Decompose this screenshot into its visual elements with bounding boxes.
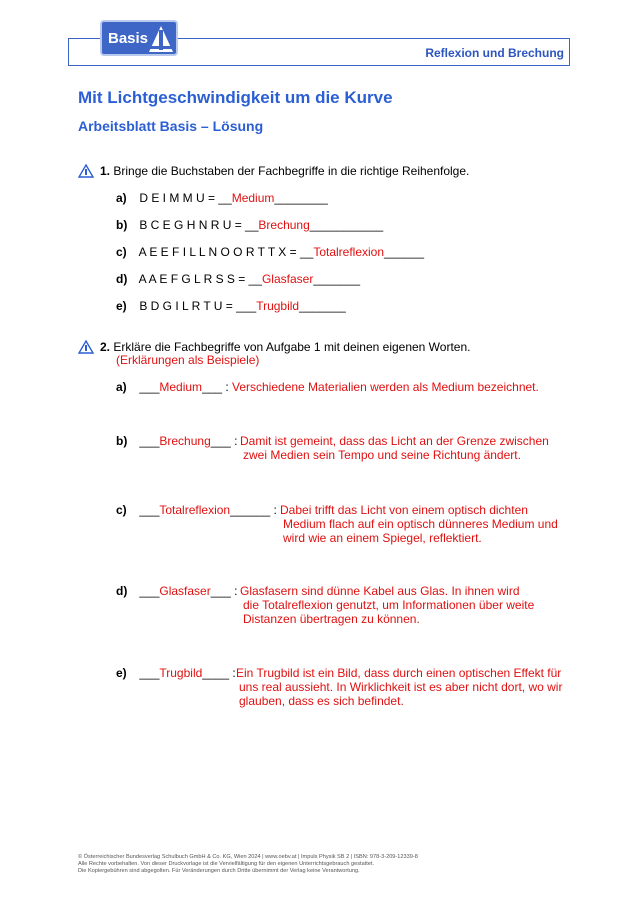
item-label: e) bbox=[116, 666, 127, 680]
task2-item bbox=[116, 666, 236, 680]
task2-note: (Erklärungen als Beispiele) bbox=[116, 353, 260, 367]
pre: ___ bbox=[139, 434, 160, 448]
pre: ___ bbox=[139, 584, 160, 598]
answer: Glasfaser bbox=[261, 272, 314, 286]
task1-instruction-line bbox=[100, 164, 469, 178]
basis-logo bbox=[100, 20, 178, 56]
difficulty-triangle-icon bbox=[78, 164, 94, 178]
task1-item bbox=[116, 191, 328, 205]
footer bbox=[78, 854, 418, 875]
trail: ___________ bbox=[309, 218, 384, 232]
definition bbox=[232, 380, 539, 394]
footer-line: Alle Rechte vorbehalten. Von dieser Druckvorlage ist die Vervielfältigung für den eigenen Unterrichtsgebrauch gestattet. bbox=[78, 861, 375, 867]
pre: ___ bbox=[139, 380, 160, 394]
task2-item bbox=[116, 434, 237, 448]
definition bbox=[240, 434, 549, 462]
definition-line: glauben, dass es sich befindet. bbox=[239, 694, 404, 708]
trail: ______ bbox=[384, 245, 425, 259]
term: Brechung bbox=[159, 434, 211, 448]
item-label: b) bbox=[116, 434, 128, 448]
definition-line: Damit ist gemeint, dass das Licht an der Grenze zwischen bbox=[240, 434, 549, 448]
letters: A E E F I L L N O O R T T X = __ bbox=[138, 245, 314, 259]
item-label: c) bbox=[116, 503, 127, 517]
logo-text: Basis bbox=[108, 30, 149, 47]
answer: Totalreflexion bbox=[313, 245, 385, 259]
task1-instruction: Bringe die Buchstaben der Fachbegriffe in die richtige Reihenfolge. bbox=[113, 164, 470, 178]
definition-line: zwei Medien sein Tempo und seine Richtung ändert. bbox=[243, 448, 521, 462]
post: ____ : bbox=[202, 666, 236, 680]
post: ___ : bbox=[210, 434, 238, 448]
definition-line: wird wie an einem Spiegel, reflektiert. bbox=[283, 531, 482, 545]
header-title: Reflexion und Brechung bbox=[425, 46, 564, 60]
task1-number: 1. bbox=[100, 164, 111, 178]
answer: Brechung bbox=[258, 218, 310, 232]
pre: ___ bbox=[139, 666, 160, 680]
letters: B C E G H N R U = __ bbox=[139, 218, 259, 232]
item-label: b) bbox=[116, 218, 128, 232]
definition bbox=[240, 584, 534, 626]
definition-line: Glasfasern sind dünne Kabel aus Glas. In ihnen wird bbox=[240, 584, 520, 598]
page-title: Mit Lichtgeschwindigkeit um die Kurve bbox=[78, 88, 393, 107]
definition-line: Ein Trugbild ist ein Bild, dass durch einen optischen Effekt für bbox=[236, 666, 562, 680]
trail: _______ bbox=[313, 272, 361, 286]
term: Trugbild bbox=[159, 666, 203, 680]
definition bbox=[236, 666, 562, 708]
item-label: d) bbox=[116, 272, 128, 286]
task2-instruction-line bbox=[100, 340, 470, 354]
task1-item bbox=[116, 245, 424, 259]
answer: Medium bbox=[231, 191, 275, 205]
basis-triangle-icon bbox=[148, 24, 174, 54]
answer: Trugbild bbox=[256, 299, 300, 313]
post: ______ : bbox=[230, 503, 277, 517]
difficulty-triangle-icon bbox=[78, 340, 94, 354]
task2-item bbox=[116, 503, 277, 517]
task2-instruction: Erkläre die Fachbegriffe von Aufgabe 1 mit deinen eigenen Worten. bbox=[113, 340, 471, 354]
post: ___ : bbox=[210, 584, 238, 598]
definition-line: uns real aussieht. In Wirklichkeit ist es aber nicht dort, wo wir bbox=[239, 680, 563, 694]
definition-line: Medium flach auf ein optisch dünneres Medium und bbox=[283, 517, 558, 531]
letters: A A E F G L R S S = __ bbox=[138, 272, 262, 286]
term: Glasfaser bbox=[159, 584, 211, 598]
item-label: a) bbox=[116, 380, 127, 394]
item-label: e) bbox=[116, 299, 127, 313]
definition bbox=[280, 503, 558, 545]
definition-line: Verschiedene Materialien werden als Medium bezeichnet. bbox=[232, 380, 539, 394]
task2-item bbox=[116, 584, 237, 598]
letters: D E I M M U = __ bbox=[139, 191, 232, 205]
letters: B D G I L R T U = ___ bbox=[139, 299, 257, 313]
definition-line: die Totalreflexion genutzt, um Informationen über weite bbox=[243, 598, 535, 612]
footer-line: Die Kopiergebühren sind abgegolten. Für Veränderungen durch Dritte übernimmt der Verlag keine Verantwortung. bbox=[78, 868, 360, 874]
footer-line: © Österreichischer Bundesverlag Schulbuch GmbH & Co. KG, Wien 2024 | www.oebv.at | Impuls Physik SB 2 | ISBN: 978-3-209-12339-8 bbox=[78, 854, 418, 860]
page-subtitle: Arbeitsblatt Basis – Lösung bbox=[78, 118, 264, 134]
task2-item bbox=[116, 380, 229, 394]
item-label: d) bbox=[116, 584, 128, 598]
trail: _______ bbox=[299, 299, 346, 313]
term: Medium bbox=[159, 380, 203, 394]
task2-number: 2. bbox=[100, 340, 111, 354]
task1-item bbox=[116, 272, 360, 286]
task1-item bbox=[116, 218, 383, 232]
task1-item bbox=[116, 299, 346, 313]
definition-line: Dabei trifft das Licht von einem optisch dichten bbox=[280, 503, 528, 517]
trail: ________ bbox=[274, 191, 328, 205]
item-label: a) bbox=[116, 191, 127, 205]
item-label: c) bbox=[116, 245, 127, 259]
pre: ___ bbox=[139, 503, 160, 517]
term: Totalreflexion bbox=[159, 503, 231, 517]
post: ___ : bbox=[202, 380, 229, 394]
definition-line: Distanzen übertragen zu können. bbox=[243, 612, 420, 626]
